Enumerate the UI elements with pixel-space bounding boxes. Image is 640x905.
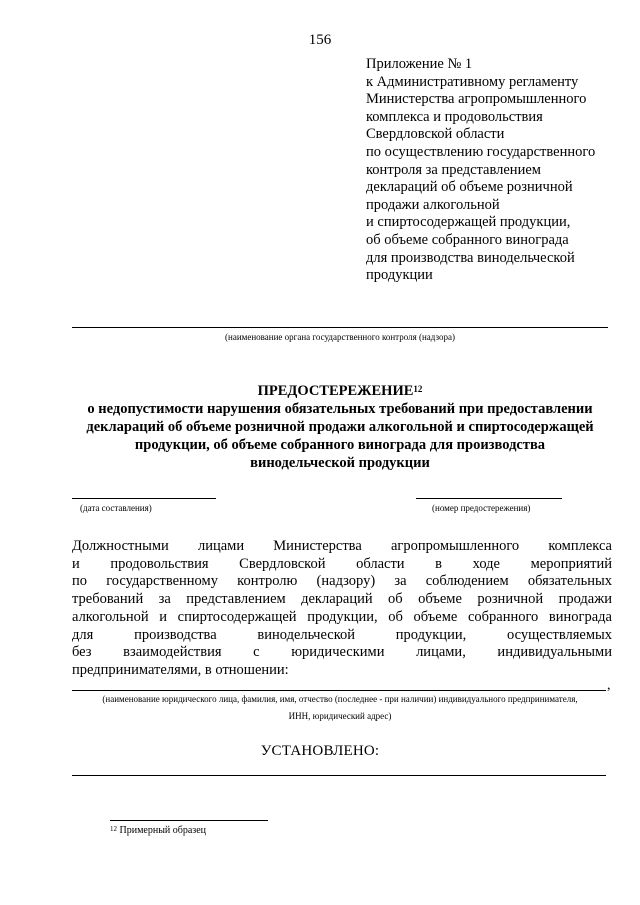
date-caption: (дата составления) — [80, 503, 152, 513]
entity-caption-line1: (наименование юридического лица, фамилия, имя, отчество (последнее - при наличии) индивидуального предпринимателя, — [102, 694, 578, 704]
appendix-line: к Административному регламенту — [366, 73, 579, 90]
title-heading — [60, 382, 620, 400]
body-line: предпринимателями, в отношении: — [72, 661, 289, 678]
established-content-line[interactable] — [72, 775, 606, 776]
number-caption: (номер предостережения) — [432, 503, 531, 513]
body-paragraph — [72, 538, 612, 680]
footnote-text: Примерный образец — [119, 825, 207, 836]
appendix-line: и спиртосодержащей продукции, — [366, 214, 571, 231]
body-line: требований за представлением деклараций об объеме розничной продажи — [72, 591, 612, 608]
title-line: продукции, об объеме собранного винограда для производства — [134, 437, 546, 453]
appendix-line: по осуществлению государственного — [366, 143, 596, 160]
appendix-line: Свердловской области — [366, 126, 505, 143]
page-number: 156 — [308, 32, 332, 48]
appendix-line: Министерства агропромышленного — [366, 91, 587, 108]
appendix-line: деклараций об объеме розничной — [366, 179, 573, 196]
appendix-header — [366, 56, 636, 285]
appendix-line: об объеме собранного винограда — [366, 231, 569, 248]
appendix-line: комплекса и продовольствия — [366, 108, 543, 125]
body-line: по государственному контролю (надзору) за соблюдением обязательных — [72, 573, 612, 590]
established-heading: УСТАНОВЛЕНО: — [260, 743, 380, 759]
body-line: и продовольствия Свердловской области в ходе мероприятий — [72, 555, 612, 572]
footnote — [110, 825, 206, 836]
appendix-line: контроля за представлением — [366, 161, 541, 178]
title-line: о недопустимости нарушения обязательных требований при предоставлении — [87, 401, 593, 417]
body-line: без взаимодействия с юридическими лицами, индивидуальными — [72, 644, 612, 661]
footnote-separator — [110, 820, 268, 821]
body-line: алкогольной и спиртосодержащей продукции, об объеме собранного винограда — [72, 608, 612, 625]
authority-caption: (наименование органа государственного контроля (надзора) — [225, 332, 455, 342]
footnote-mark: 12 — [110, 825, 117, 833]
document-title — [60, 382, 620, 472]
title-heading-text: ПРЕДОСТЕРЕЖЕНИЕ — [257, 383, 414, 399]
date-field-line[interactable] — [72, 498, 216, 499]
number-field-line[interactable] — [416, 498, 562, 499]
appendix-line: продажи алкогольной — [366, 196, 500, 213]
title-footnote-mark: 12 — [413, 384, 423, 394]
body-line: для производства винодельческой продукции, осуществляемых — [72, 626, 612, 643]
appendix-line: для производства винодельческой — [366, 249, 575, 266]
entity-name-line[interactable] — [72, 690, 606, 691]
title-line: деклараций об объеме розничной продажи алкогольной и спиртосодержащей — [86, 419, 594, 435]
body-line: Должностными лицами Министерства агропромышленного комплекса — [72, 538, 612, 554]
entity-caption-line2: ИНН, юридический адрес) — [288, 711, 392, 721]
authority-name-line[interactable] — [72, 327, 608, 328]
entity-line-comma: , — [607, 678, 611, 693]
appendix-line: продукции — [366, 267, 433, 284]
appendix-line: Приложение № 1 — [366, 56, 473, 72]
title-line: винодельческой продукции — [250, 455, 430, 471]
